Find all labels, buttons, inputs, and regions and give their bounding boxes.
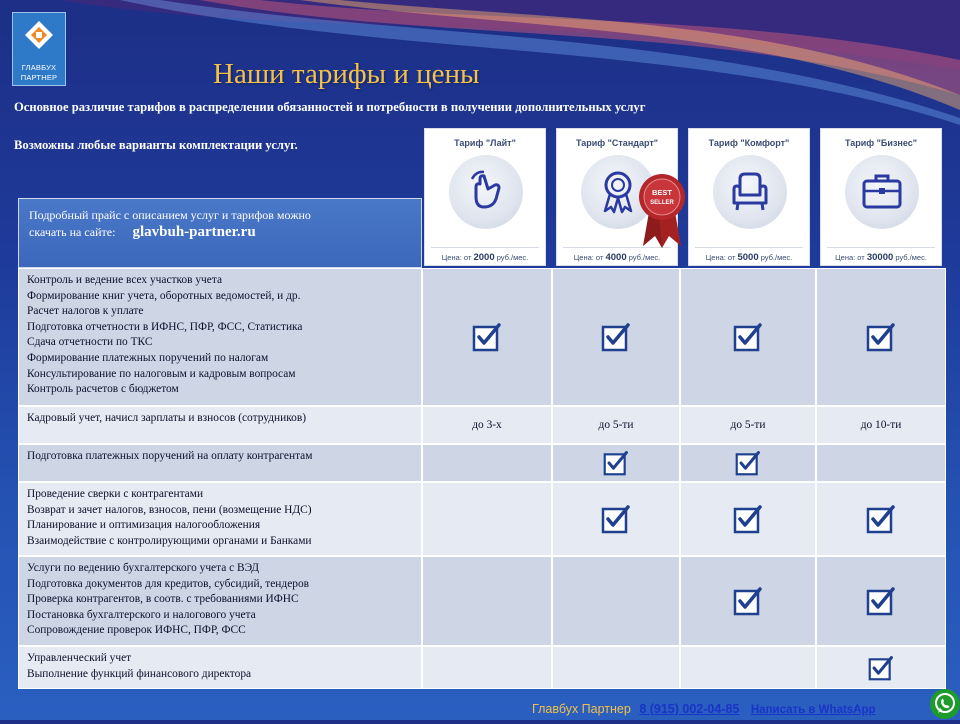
checkbox-checked-icon [601, 504, 631, 534]
tariff-cell [552, 268, 680, 406]
tariff-price [695, 247, 803, 263]
checkbox-checked-icon [866, 586, 896, 616]
service-line: Выполнение функций финансового директора [27, 667, 252, 680]
table-row [18, 444, 946, 482]
whatsapp-icon[interactable] [930, 689, 960, 719]
armchair-icon [726, 167, 774, 215]
price-list-line1: Подробный прайс с описанием услуг и тарифов можно [29, 208, 311, 222]
tariff-value: до 5-ти [598, 419, 634, 431]
tariff-cell [680, 556, 816, 646]
service-description-cell [18, 268, 422, 406]
tariff-cell [680, 406, 816, 444]
phone-link[interactable]: 8 (915) 002-04-85 [639, 702, 740, 716]
price-prefix: Цена: от [835, 253, 865, 262]
tariff-cell [552, 482, 680, 556]
tariff-cell [680, 646, 816, 689]
checkbox-checked-icon [733, 586, 763, 616]
tariff-card-comfort[interactable] [688, 128, 810, 266]
page-subtitle: Основное различие тарифов в распределении обязанностей и потребности в получении дополнительных услуг [14, 100, 646, 114]
price-value: 4000 [605, 252, 627, 263]
tariff-cell [422, 556, 552, 646]
tariff-cell [422, 268, 552, 406]
table-row [18, 268, 946, 406]
price-value: 2000 [473, 252, 495, 263]
checkbox-checked-icon [733, 504, 763, 534]
price-prefix: Цена: от [573, 253, 604, 262]
tariff-name: Тариф "Стандарт" [575, 138, 659, 148]
logo-text-top: ГЛАВБУХ [21, 63, 57, 72]
tariff-price [431, 247, 539, 263]
whatsapp-link[interactable]: Написать в WhatsApp [750, 704, 876, 716]
company-logo [12, 12, 66, 86]
service-description-cell [18, 646, 422, 689]
configuration-note: Возможны любые варианты комплектации услуг. [14, 138, 298, 152]
tariff-cell [422, 406, 552, 444]
service-line: Подготовка документов для кредитов, субсидий, тендеров [27, 577, 310, 590]
service-line: Проведение сверки с контрагентами [27, 488, 204, 500]
service-line: Подготовка платежных поручений на оплату контрагентам [27, 450, 313, 462]
tariff-cell [552, 646, 680, 689]
logo-text-bottom: ПАРТНЕР [20, 73, 58, 82]
table-row [18, 482, 946, 556]
footer-brand: Главбух Партнер [532, 702, 631, 716]
service-line: Консультирование по налоговым и кадровым вопросам [27, 367, 296, 380]
badge-line2: SELLER [650, 200, 674, 206]
tariff-name: Тариф "Бизнес" [844, 138, 918, 148]
tariff-card-lite[interactable] [424, 128, 546, 266]
checkbox-checked-icon [866, 322, 896, 352]
table-row [18, 646, 946, 689]
badge-line1: BEST [651, 188, 673, 197]
tariff-cell [816, 268, 946, 406]
service-line: Кадровый учет, начисл зарплаты и взносов (сотрудников) [27, 412, 307, 424]
service-line: Постановка бухгалтерского и налогового учета [27, 608, 256, 621]
tariff-cell [552, 444, 680, 482]
service-line: Подготовка отчетности в ИФНС, ПФР, ФСС, Статистика [27, 320, 303, 333]
service-line: Формирование книг учета, оборотных ведомостей, и др. [27, 289, 301, 302]
tariff-cell [552, 556, 680, 646]
service-line: Расчет налогов к уплате [27, 305, 144, 318]
table-row [18, 406, 946, 444]
tariff-cell [680, 444, 816, 482]
website-link[interactable]: glavbuh-partner.ru [132, 224, 256, 240]
service-description-cell [18, 444, 422, 482]
price-list-line2: скачать на сайте: [29, 225, 116, 239]
service-line: Контроль расчетов с бюджетом [27, 383, 179, 396]
tariff-cell [816, 646, 946, 689]
tariff-value: до 3-х [472, 419, 502, 431]
tariff-value: до 10-ти [860, 419, 902, 431]
checkbox-checked-icon [601, 322, 631, 352]
tariff-cell [552, 406, 680, 444]
checkbox-checked-icon [866, 504, 896, 534]
price-list-download-cell [18, 198, 422, 268]
tariff-value: до 5-ти [730, 419, 766, 431]
service-line: Сопровождение проверок ИФНС, ПФР, ФСС [27, 624, 246, 637]
briefcase-icon [858, 167, 906, 215]
tariff-name: Тариф "Лайт" [454, 138, 516, 148]
service-line: Возврат и зачет налогов, взносов, пени (возмещение НДС) [27, 503, 312, 516]
service-line: Проверка контрагентов, в соотв. с требованиями ИФНС [27, 593, 299, 606]
price-prefix: Цена: от [705, 253, 736, 262]
logo-mark-icon [23, 19, 55, 59]
footer-contacts [532, 702, 876, 716]
tariff-cell [816, 556, 946, 646]
service-line: Сдача отчетности по ТКС [27, 336, 153, 349]
tariff-cell [422, 482, 552, 556]
tariff-name: Тариф "Комфорт" [708, 138, 790, 148]
price-suffix: руб./мес. [760, 253, 793, 262]
service-line: Планирование и оптимизация налогообложения [27, 519, 261, 532]
tariff-cell [422, 646, 552, 689]
checkbox-checked-icon [868, 655, 894, 681]
tariff-cell [422, 444, 552, 482]
service-description-cell [18, 556, 422, 646]
price-prefix: Цена: от [441, 253, 472, 262]
service-description-cell [18, 482, 422, 556]
price-suffix: руб./мес. [895, 253, 927, 262]
price-value: 30000 [866, 252, 894, 263]
hand-icon [462, 167, 510, 215]
service-line: Услуги по ведению бухгалтерского учета с ВЭД [27, 562, 259, 574]
checkbox-checked-icon [733, 322, 763, 352]
price-suffix: руб./мес. [628, 253, 661, 262]
best-seller-badge-icon [635, 172, 689, 248]
service-line: Контроль и ведение всех участков учета [27, 274, 223, 286]
tariff-cell [816, 406, 946, 444]
table-row [18, 556, 946, 646]
service-description-cell [18, 406, 422, 444]
price-list-text [29, 207, 311, 241]
tariff-cell [816, 444, 946, 482]
page-title: Наши тарифы и цены [213, 58, 480, 90]
tariff-price [563, 247, 671, 263]
price-value: 5000 [737, 252, 759, 263]
checkbox-checked-icon [735, 450, 761, 476]
tariff-card-business[interactable] [820, 128, 942, 266]
tariff-price [827, 247, 935, 263]
service-line: Управленческий учет [27, 652, 132, 664]
service-line: Взаимодействие с контролирующими органами и Банками [27, 534, 312, 547]
price-suffix: руб./мес. [496, 253, 529, 262]
tariff-cell [816, 482, 946, 556]
service-line: Формирование платежных поручений по налогам [27, 351, 269, 364]
checkbox-checked-icon [603, 450, 629, 476]
checkbox-checked-icon [472, 322, 502, 352]
tariff-cell [680, 268, 816, 406]
tariff-cell [680, 482, 816, 556]
